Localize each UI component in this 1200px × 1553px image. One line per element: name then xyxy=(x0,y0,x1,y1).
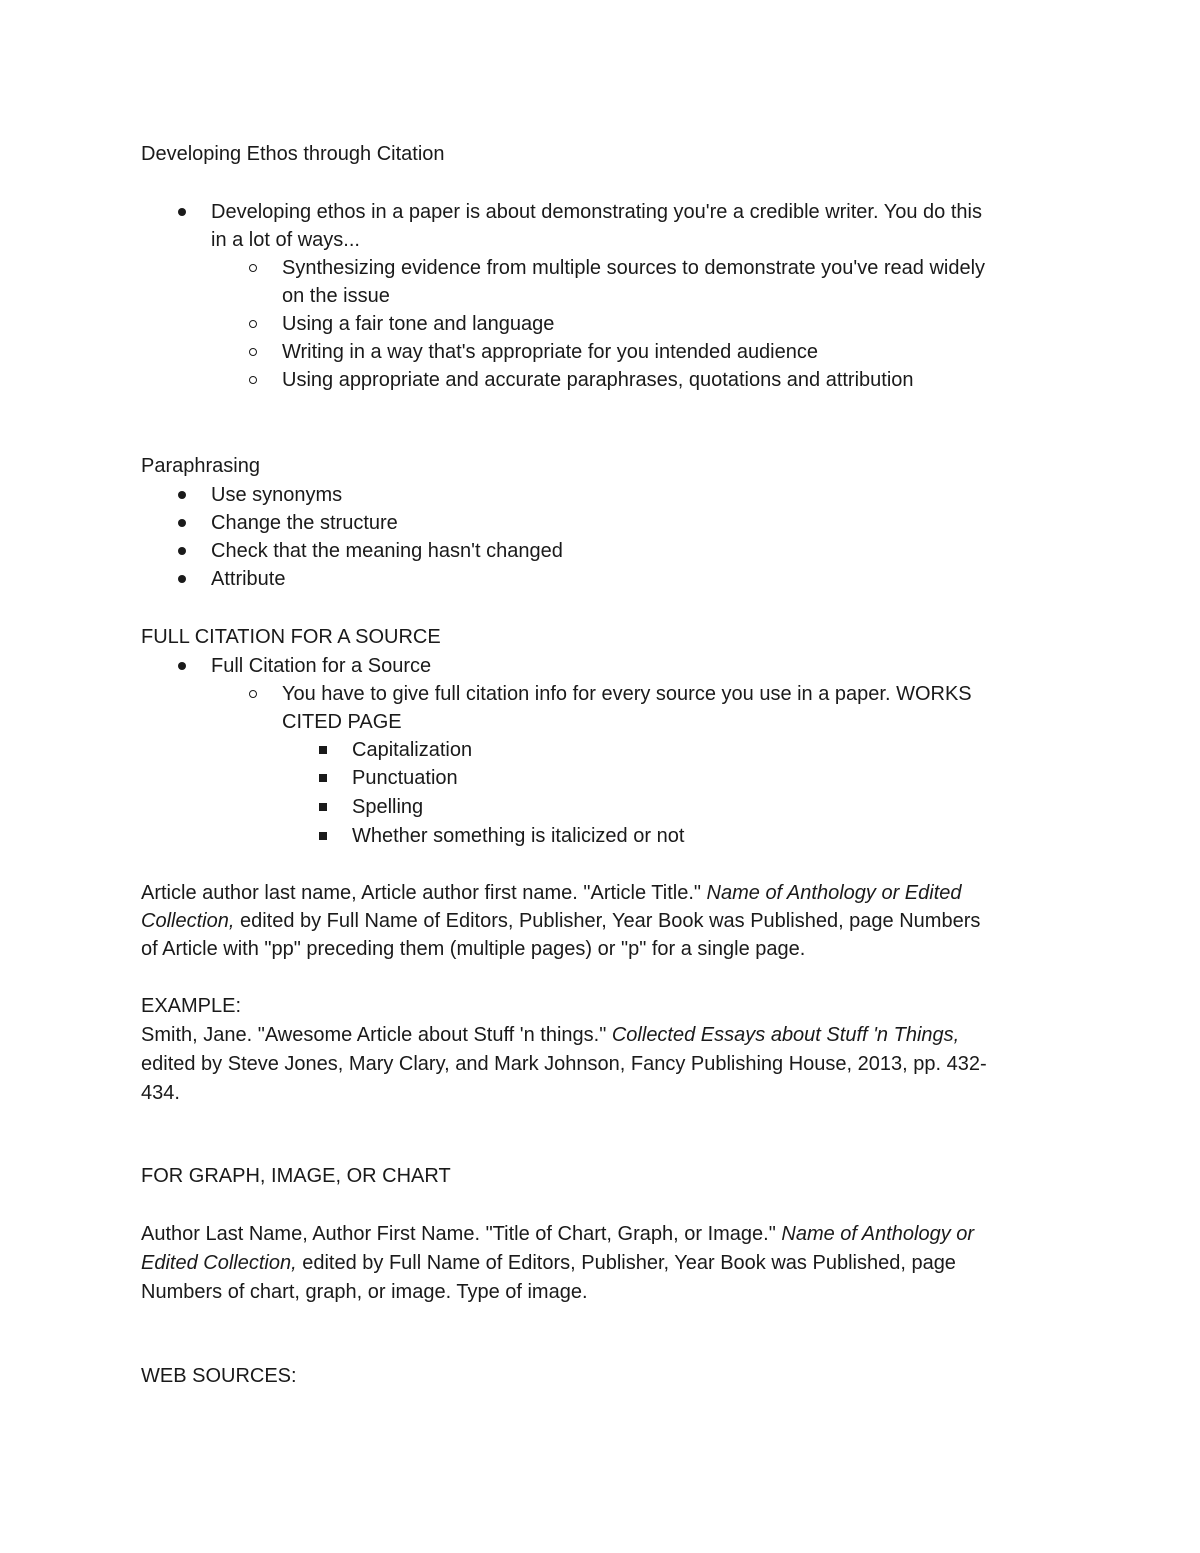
article-format-line-2 xyxy=(141,907,980,935)
example-italic: Collected Essays about Stuff 'n Things, xyxy=(611,1024,960,1046)
full-citation-heading: FULL CITATION FOR A SOURCE xyxy=(141,626,441,648)
example-line-1 xyxy=(141,1021,959,1049)
citation-rule-4: Whether something is italicized or not xyxy=(352,825,685,847)
bullet-disc xyxy=(178,547,186,555)
graph-format-line-2 xyxy=(141,1249,956,1277)
ethos-main-line-1: Developing ethos in a paper is about demonstrating you're a credible writer. You do this xyxy=(211,201,982,223)
paraphrasing-item-4: Attribute xyxy=(211,568,286,590)
bullet-circle xyxy=(249,376,257,384)
bullet-circle xyxy=(249,320,257,328)
article-format-line-3: of Article with "pp" preceding them (multiple pages) or "p" for a single page. xyxy=(141,938,806,960)
example-line-2: edited by Steve Jones, Mary Clary, and Mark Johnson, Fancy Publishing House, 2013, pp. 432- xyxy=(141,1053,987,1075)
bullet-disc xyxy=(178,208,186,216)
example-line-3: 434. xyxy=(141,1082,180,1104)
bullet-circle xyxy=(249,348,257,356)
article-format-text: edited by Full Name of Editors, Publisher, Year Book was Published, page Numbers xyxy=(234,910,981,932)
ethos-sub-4: Using appropriate and accurate paraphrases, quotations and attribution xyxy=(282,369,914,391)
ethos-sub-2: Using a fair tone and language xyxy=(282,313,555,335)
article-format-italic: Collection, xyxy=(141,910,235,932)
bullet-square xyxy=(319,774,327,782)
full-citation-item: Full Citation for a Source xyxy=(211,655,432,677)
bullet-circle xyxy=(249,690,257,698)
paraphrasing-heading: Paraphrasing xyxy=(141,455,260,477)
citation-rule-2: Punctuation xyxy=(352,767,458,789)
ethos-sub-1: Synthesizing evidence from multiple sources to demonstrate you've read widely xyxy=(282,257,986,279)
bullet-disc xyxy=(178,519,186,527)
web-sources-heading: WEB SOURCES: xyxy=(141,1365,297,1387)
article-format-text: Article author last name, Article author first name. "Article Title." xyxy=(141,882,707,904)
bullet-disc xyxy=(178,662,186,670)
graph-format-italic: Name of Anthology or xyxy=(781,1223,975,1245)
example-text: Smith, Jane. "Awesome Article about Stuff 'n things." xyxy=(141,1024,612,1046)
example-heading: EXAMPLE: xyxy=(141,995,242,1017)
paraphrasing-item-3: Check that the meaning hasn't changed xyxy=(211,540,563,562)
graph-format-text: Author Last Name, Author First Name. "Title of Chart, Graph, or Image." xyxy=(141,1223,782,1245)
ethos-sub-1-cont: on the issue xyxy=(282,285,390,307)
ethos-main-line-2: in a lot of ways... xyxy=(211,229,360,251)
bullet-square xyxy=(319,746,327,754)
paraphrasing-item-1: Use synonyms xyxy=(211,484,343,506)
article-format-italic: Name of Anthology or Edited xyxy=(706,882,962,904)
graph-format-italic: Edited Collection, xyxy=(141,1252,297,1274)
bullet-square xyxy=(319,832,327,840)
graph-format-text: edited by Full Name of Editors, Publisher, Year Book was Published, page xyxy=(296,1252,956,1274)
document-title: Developing Ethos through Citation xyxy=(141,143,445,165)
graph-format-line-1 xyxy=(141,1220,974,1248)
bullet-disc xyxy=(178,575,186,583)
bullet-square xyxy=(319,803,327,811)
full-citation-sub-line-1: You have to give full citation info for every source you use in a paper. WORKS xyxy=(282,683,972,705)
article-format-line-1 xyxy=(141,879,962,907)
graph-heading: FOR GRAPH, IMAGE, OR CHART xyxy=(141,1165,451,1187)
full-citation-sub-line-2: CITED PAGE xyxy=(282,711,402,733)
bullet-circle xyxy=(249,264,257,272)
paraphrasing-item-2: Change the structure xyxy=(211,512,398,534)
citation-rule-1: Capitalization xyxy=(352,739,473,761)
ethos-sub-3: Writing in a way that's appropriate for you intended audience xyxy=(282,341,818,363)
graph-format-line-3: Numbers of chart, graph, or image. Type of image. xyxy=(141,1281,588,1303)
citation-rule-3: Spelling xyxy=(352,796,424,818)
bullet-disc xyxy=(178,491,186,499)
